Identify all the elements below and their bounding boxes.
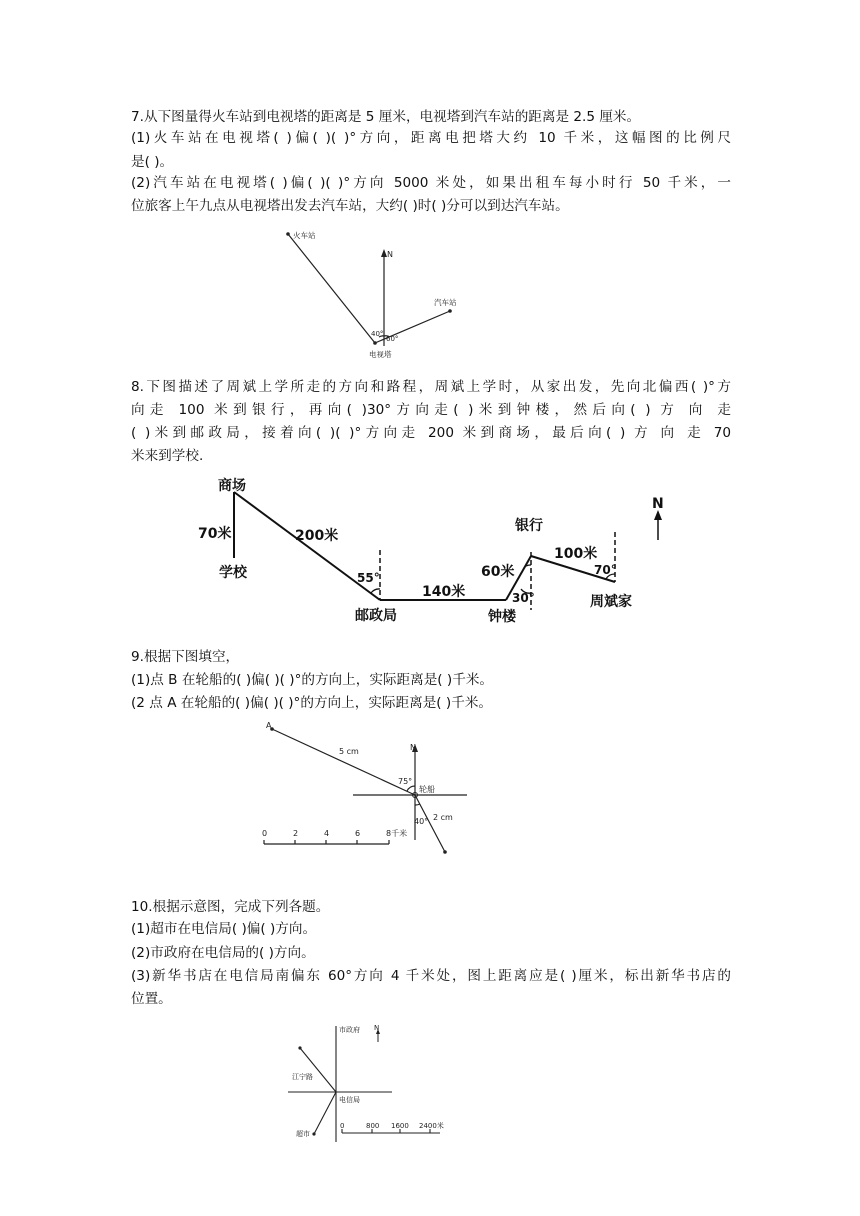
- q8-label-d100: 100米: [554, 546, 598, 562]
- q9-label-dist-a: 5 cm: [339, 747, 359, 756]
- q10-label-jiangning-road: 江宁路: [292, 1073, 313, 1081]
- q9-label-angle-40: 40°: [414, 817, 429, 826]
- q7-label-train-station: 火车站: [293, 231, 316, 240]
- q8-label-d70: 70米: [198, 526, 232, 542]
- q9-scale-label-8: 8千米: [386, 829, 408, 838]
- q9-angle-arc-75: [407, 786, 415, 791]
- q10-label-telecom: 电信局: [339, 1096, 360, 1104]
- q8-label-d200: 200米: [295, 528, 339, 544]
- q9-label-north: N: [410, 743, 416, 752]
- q7-line-1: 7.从下图量得火车站到电视塔的距离是 5 厘米，电视塔到汽车站的距离是 2.5 厘米。: [131, 109, 641, 125]
- q8-label-d140: 140米: [422, 584, 466, 600]
- q7-bus-station-dot: [448, 309, 452, 313]
- q7-label-bus-station: 汽车站: [434, 298, 457, 307]
- q10-line-2: (1)超市在电信局( )偏( )方向。: [131, 921, 317, 937]
- q8-label-north: N: [652, 496, 664, 512]
- q8-route-figure: [190, 470, 680, 635]
- q8-label-d60: 60米: [481, 564, 515, 580]
- q7-line-3: 是( )。: [131, 154, 174, 170]
- q9-label-dist-b: 2 cm: [433, 813, 453, 822]
- q8-label-bell-tower: 钟楼: [488, 609, 516, 625]
- q10-line-5: 位置。: [131, 991, 172, 1007]
- q10-line-3: (2)市政府在电信局的( )方向。: [131, 945, 315, 961]
- q8-line-1: 8.下图描述了周斌上学所走的方向和路程，周斌上学时，从家出发，先向北偏西( )°方: [131, 379, 731, 395]
- q10-line-nw: [300, 1048, 336, 1092]
- q10-scale-label-800: 800: [366, 1122, 380, 1130]
- q7-line-2: (1)火车站在电视塔( )偏( )( )°方向，距离电把塔大约 10 千米，这幅图的比例尺: [131, 130, 731, 146]
- q7-tv-tower-dot: [373, 341, 377, 345]
- q10-line-1: 10.根据示意图，完成下列各题。: [131, 899, 330, 915]
- q7-compass-figure: [280, 225, 470, 365]
- q8-label-school: 学校: [219, 565, 247, 581]
- q9-scale-label-2: 2: [293, 829, 299, 838]
- q7-line-to-train-station: [288, 234, 375, 343]
- q10-scale-label-1600: 1600: [391, 1122, 409, 1130]
- q7-train-station-dot: [286, 232, 290, 236]
- q10-scale-label-0: 0: [340, 1122, 345, 1130]
- q8-label-bank: 银行: [515, 518, 543, 534]
- q10-nw-dot: [298, 1046, 301, 1049]
- q10-label-city-hall: 市政府: [339, 1026, 360, 1034]
- q8-label-post-office: 邮政局: [355, 608, 397, 624]
- q7-line-5: 位旅客上午九点从电视塔出发去汽车站，大约( )时( )分可以到达汽车站。: [131, 198, 569, 214]
- q10-line-4: (3)新华书店在电信局南偏东 60°方向 4 千米处，图上距离应是( )厘米，标出新华书店的: [131, 968, 731, 984]
- q10-map-figure: [282, 1018, 447, 1148]
- q8-label-mall: 商场: [218, 478, 246, 494]
- q7-label-tv-tower: 电视塔: [369, 350, 392, 359]
- q9-line-2: (1)点 B 在轮船的( )偏( )( )°的方向上，实际距离是( )千米。: [131, 672, 494, 688]
- q7-label-angle-60: 60°: [386, 335, 399, 343]
- q7-label-north: N: [387, 250, 393, 259]
- q10-supermarket-dot: [312, 1132, 315, 1135]
- q7-line-4: (2)汽车站在电视塔( )偏( )( )°方向 5000 米处，如果出租车每小时行 50 千米，一: [131, 175, 731, 191]
- q9-angle-arc-40: [415, 804, 420, 805]
- q9-scale-label-6: 6: [355, 829, 361, 838]
- q8-line-2: 向走 100 米到银行，再向( )30°方向走( )米到钟楼，然后向( ) 方 向 走: [131, 402, 731, 418]
- q8-angle-arc-55: [371, 589, 380, 593]
- q9-label-a: A: [266, 721, 272, 730]
- q9-scale-label-4: 4: [324, 829, 330, 838]
- q10-label-supermarket: 超市: [296, 1130, 310, 1138]
- q9-point-b-dot: [443, 850, 447, 854]
- q8-label-home: 周斌家: [590, 594, 632, 610]
- q10-label-north: N: [374, 1024, 380, 1032]
- q9-line-3: (2 点 A 在轮船的( )偏( )( )°的方向上，实际距离是( )千米。: [131, 695, 493, 711]
- q10-scale-label-2400: 2400米: [419, 1122, 444, 1130]
- q9-line-1: 9.根据下图填空，: [131, 649, 240, 665]
- q9-line-to-a: [272, 729, 415, 795]
- q8-line-3: ( )米到邮政局，接着向( )( )°方向走 200 米到商场，最后向( ) 方 向 走 70: [131, 425, 731, 441]
- q8-label-angle-70: 70°: [594, 563, 617, 577]
- q8-label-angle-30: 30°: [512, 591, 535, 605]
- q8-label-angle-55: 55°: [357, 571, 380, 585]
- q10-line-to-supermarket: [314, 1092, 336, 1134]
- q9-label-ship: 轮船: [419, 785, 435, 794]
- q9-ship-figure: [255, 722, 470, 862]
- q9-scale-label-0: 0: [262, 829, 268, 838]
- q8-angle-arc-60: [526, 565, 531, 566]
- q7-label-angle-40: 40°: [371, 330, 384, 338]
- q8-line-4: 米来到学校.: [131, 448, 204, 464]
- q9-label-angle-75: 75°: [398, 777, 413, 786]
